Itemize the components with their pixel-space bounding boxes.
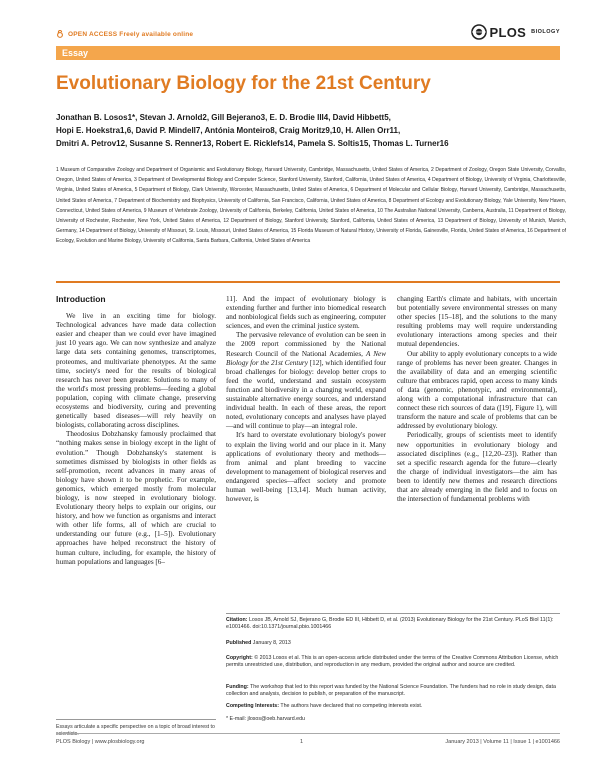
essay-footnote: Essays articulate a specific perspective on a topic of broad interest to scientists. — [56, 719, 216, 738]
journal-logo — [471, 24, 560, 40]
open-access-text: OPEN ACCESS Freely available online — [68, 30, 194, 38]
copyright-block — [226, 655, 560, 669]
footer-divider — [56, 733, 560, 734]
paragraph: changing Earth's climate and habitats, with uncertain but potentially severe environmental stresses on many other species [15–18], and the solutions to the many resulting problems may well require understanding evolutionary interactions among species and their mutual dependencies. — [397, 295, 557, 349]
author-line-2: Hopi E. Hoekstra1,6, David P. Mindell7, Antónia Monteiro8, Craig Moritz9,10, H. Allen Orr11, — [56, 126, 401, 135]
article-type-label: Essay — [62, 48, 89, 58]
paragraph: 11]. And the impact of evolutionary biology is extending further and further into biomedical research and nonbiological fields such as engineering, computer sciences, and even the criminal justice system. — [226, 295, 386, 331]
footer-issue: January 2013 | Volume 11 | Issue 1 | e1001466 — [445, 739, 560, 745]
competing-interests-label: Competing Interests: — [226, 703, 279, 709]
paragraph-text: [12], which identified four broad challenges for biology: develop better crops to feed the world, understand and sustain ecosystem function and biodiversity in a changing world, expand sustainable alternative energy sources, and understand individual health. In each of these areas, the report noted, evolutionary concepts and analyses have played—and will continue to play—an integral role. — [226, 358, 386, 431]
citation-text: Losos JB, Arnold SJ, Bejerano G, Brodie ED III, Hibbett D, et al. (2013) Evolutionary Biology for the 21st Century. PLoS Biol 11(1): e1001466. doi:10.1371/journal.pbio.1001466 — [226, 617, 554, 631]
funding-block — [226, 684, 560, 698]
page-number: 1 — [300, 739, 304, 745]
funding-label: Funding: — [226, 684, 249, 690]
author-line-1: Jonathan B. Losos1*, Stevan J. Arnold2, Gill Bejerano3, E. D. Brodie III4, David Hibbett5, — [56, 113, 391, 122]
copyright-text: © 2013 Losos et al. This is an open-access article distributed under the terms of the Creative Commons Attribution License, which permits unrestricted use, distribution, and reproduction in any medium, provided the original author and source are credited. — [226, 655, 559, 669]
competing-interests-text: The authors have declared that no competing interests exist. — [280, 703, 423, 709]
affiliations: 1 Museum of Comparative Zoology and Department of Organismic and Evolutionary Biology, Harvard University, Cambridge, Massachusetts, United States of America, 2 Department of Zoology, Oregon State University, Corvallis, Oregon, United States of America, 3 Department of Developmental Biology and Computer Science, Stanford University, Stanford, California, United States of America, 4 Department of Biology, University of Virginia, Charlottesville, Virginia, United States of America, 5 Department of Biology, Clark University, Worcester, Massachusetts, United States of America, 6 Department of Molecular and Cellular Biology, Harvard University, Cambridge, Massachusetts, United States of America, 7 Department of Biochemistry and Biophysics, University of California, San Francisco, California, United States of America, 8 Department of Ecology and Evolutionary Biology, Yale University, New Haven, Connecticut, United States of America, 9 Museum of Vertebrate Zoology, University of California, Berkeley, California, United States of America, 10 The Australian National University, Canberra, Australia, 11 Department of Biology, University of Rochester, Rochester, New York, United States of America, 12 Department of Biology, Stanford University, Stanford, California, United States of America, 13 Department of Biology, University of Munich, Munich, Germany, 14 Department of Biology, University of Missouri, St. Louis, Missouri, United States of America, 15 Florida Museum of Natural History, University of Florida, Gainesville, Florida, United States of America, 16 Department of Ecology, Evolution and Marine Biology, University of California, Santa Barbara, California, United States of America — [56, 167, 566, 245]
paragraph: It's hard to overstate evolutionary biology's power to explain the living world and our place in it. Many applications of evolutionary theory and methods—from animal and plant breeding to vaccine development to management of biological reserves and endangered species—affect society and promote human well-being [13,14]. Much human activity, however, is — [226, 431, 386, 504]
paragraph: Theodosius Dobzhansky famously proclaimed that “nothing makes sense in biology except in the light of evolution.” Though Dobzhansky's statement is sometimes dismissed by biologists in other fields as self-promotion, recent advances in many areas of biology have shown it to be prophetic. For example, genomics, which emerged mostly from molecular biology, is now steeped in evolutionary biology. Evolutionary theory helps to explain our origins, our history, and how we function as organisms and interact with other life forms, all of which are crucial to understanding our future (e.g., [1–5]). Evolutionary approaches have helped reconstruct the history of human culture, including, for example, the history of human populations and languages [6– — [56, 430, 216, 566]
open-access-banner — [56, 30, 193, 38]
paragraph: We live in an exciting time for biology. Technological advances have made data collection easier and cheaper than we could ever have imagined just 10 years ago. We can now synthesize and analyze large data sets containing genomes, transcriptomes, proteomes, and multivariate phenotypes. At the same time, society's need for the results of biological research has never been greater. Solutions to many of the world's most pressing problems—feeding a global population, coping with climate change, preserving ecosystems and biodiversity, curing and preventing genetically based diseases—will rely heavily on biologists, collaborating across disciplines. — [56, 312, 216, 430]
published-block — [226, 640, 560, 647]
body-column-2 — [226, 295, 386, 504]
citation-block — [226, 617, 560, 631]
cited-report-title: A New Biology for the 21st Century — [226, 349, 386, 367]
author-list — [56, 111, 566, 150]
paragraph-text: The pervasive relevance of evolution can be seen in the 2009 report commissioned by the National Research Council of the National Academies, — [226, 331, 386, 358]
journal-logo-sub: BIOLOGY — [531, 29, 560, 35]
competing-interests-block — [226, 703, 560, 710]
funding-text: The workshop that led to this report was funded by the National Science Foundation. The funders had no role in study design, data collection and analysis, decision to publish, or preparation of the manuscript. — [226, 684, 556, 698]
article-title: Evolutionary Biology for the 21st Century — [56, 73, 431, 94]
email-line: * E-mail: jlosos@oeb.harvard.edu — [226, 716, 305, 722]
article-type-band — [56, 46, 560, 60]
body-column-1 — [56, 295, 216, 567]
journal-logo-text: PLOS — [489, 24, 527, 40]
citation-label: Citation: — [226, 617, 248, 623]
body-column-3 — [397, 295, 557, 504]
author-line-3: Dmitri A. Petrov12, Susanne S. Renner13, Robert E. Ricklefs14, Pamela S. Soltis15, Thomas L. Turner16 — [56, 139, 449, 148]
info-divider — [226, 613, 560, 614]
published-label: Published — [226, 640, 252, 646]
paragraph: Our ability to apply evolutionary concepts to a wide range of problems has never been greater. Changes in the availability of data and an emerging scientific culture that embraces rapid, open access to many kinds of data (genomic, phenotypic, and environmental), along with a computational infrastructure that can connect these rich sources of data ([19], Figure 1), will transform the nature and scale of problems that can be addressed by evolutionary biology. — [397, 349, 557, 431]
copyright-label: Copyright: — [226, 655, 253, 661]
footer-journal: PLOS Biology | www.plosbiology.org — [56, 739, 145, 745]
plos-logo-icon — [471, 24, 487, 40]
header-divider — [56, 281, 560, 283]
published-date: January 8, 2013 — [252, 640, 291, 646]
paragraph: Periodically, groups of scientists meet to identify new opportunities in evolutionary biology and associated disciplines (e.g., [12,20–23]). Rather than set a specific research agenda for the future—clearly the charge of individual investigators—the aim has been to identify new themes and research directions that are already emerging in the field and to focus on the intersection of fundamental problems with — [397, 431, 557, 504]
open-access-lock-icon — [56, 30, 64, 38]
section-heading-introduction: Introduction — [56, 294, 106, 304]
paragraph — [226, 331, 386, 431]
